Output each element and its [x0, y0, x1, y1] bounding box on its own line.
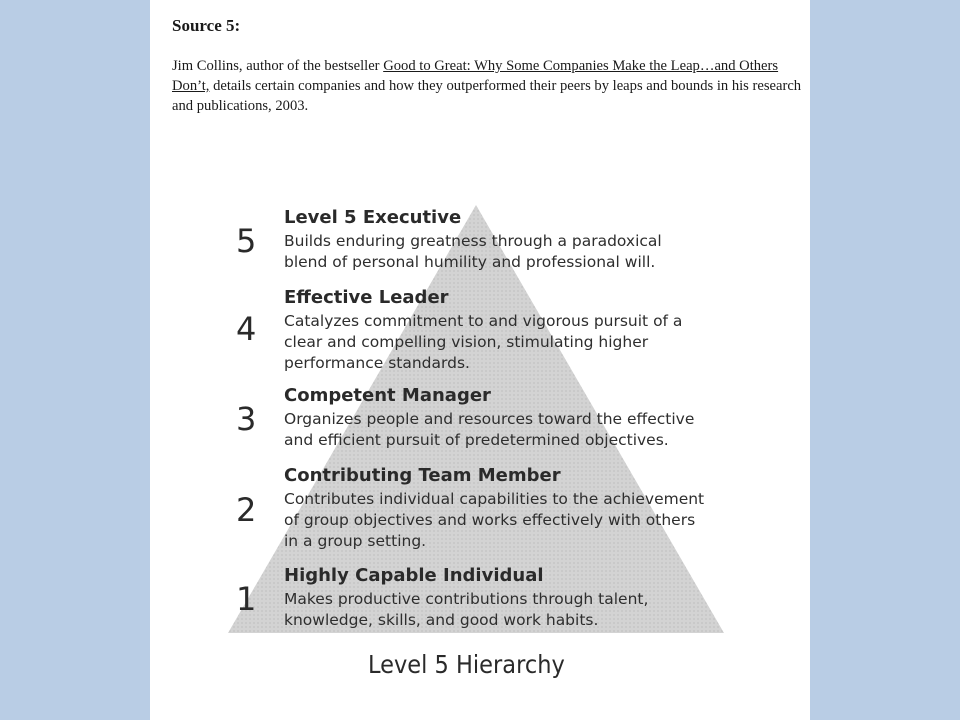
book-title: Good to Great: Why Some Companies Make the Leap…and Others Don’t, — [172, 58, 779, 94]
description-line: Makes productive contributions through talent, — [284, 590, 649, 608]
level-number: 2 — [236, 491, 257, 529]
source-description — [172, 56, 810, 116]
level-description — [284, 311, 682, 374]
level-description — [284, 231, 662, 273]
description-line: Organizes people and resources toward the effective — [284, 410, 695, 428]
level-description — [284, 589, 648, 631]
description-line: Catalyzes commitment to and vigorous pursuit of a — [284, 312, 683, 330]
level-title: Level 5 Executive — [284, 207, 462, 228]
level-title: Effective Leader — [284, 287, 449, 308]
level-description — [284, 409, 694, 451]
description-line: blend of personal humility and professional will. — [284, 253, 656, 271]
level-title: Contributing Team Member — [284, 465, 561, 486]
level-title: Highly Capable Individual — [284, 565, 544, 586]
source-heading: Source 5: — [172, 16, 241, 35]
source-text-before: Jim Collins, author of the bestseller — [172, 58, 384, 74]
level-number: 5 — [236, 222, 257, 260]
document-page — [150, 0, 810, 720]
level-number: 3 — [236, 400, 257, 438]
level-description — [284, 489, 704, 552]
level-number: 4 — [236, 310, 257, 348]
description-line: knowledge, skills, and good work habits. — [284, 611, 599, 629]
source-text-after: details certain companies and how they outperformed their peers by leaps and bounds in his research and publications, 2003. — [172, 78, 802, 114]
description-line: in a group setting. — [284, 532, 427, 550]
description-line: performance standards. — [284, 354, 470, 372]
level-title: Competent Manager — [284, 385, 491, 406]
description-line: Builds enduring greatness through a paradoxical — [284, 232, 662, 250]
hierarchy-caption: Level 5 Hierarchy — [368, 650, 565, 679]
description-line: and efficient pursuit of predetermined objectives. — [284, 431, 669, 449]
level-number: 1 — [236, 580, 257, 618]
description-line: Contributes individual capabilities to the achievement — [284, 490, 705, 508]
description-line: clear and compelling vision, stimulating higher — [284, 333, 649, 351]
description-line: of group objectives and works effectively with others — [284, 511, 696, 529]
